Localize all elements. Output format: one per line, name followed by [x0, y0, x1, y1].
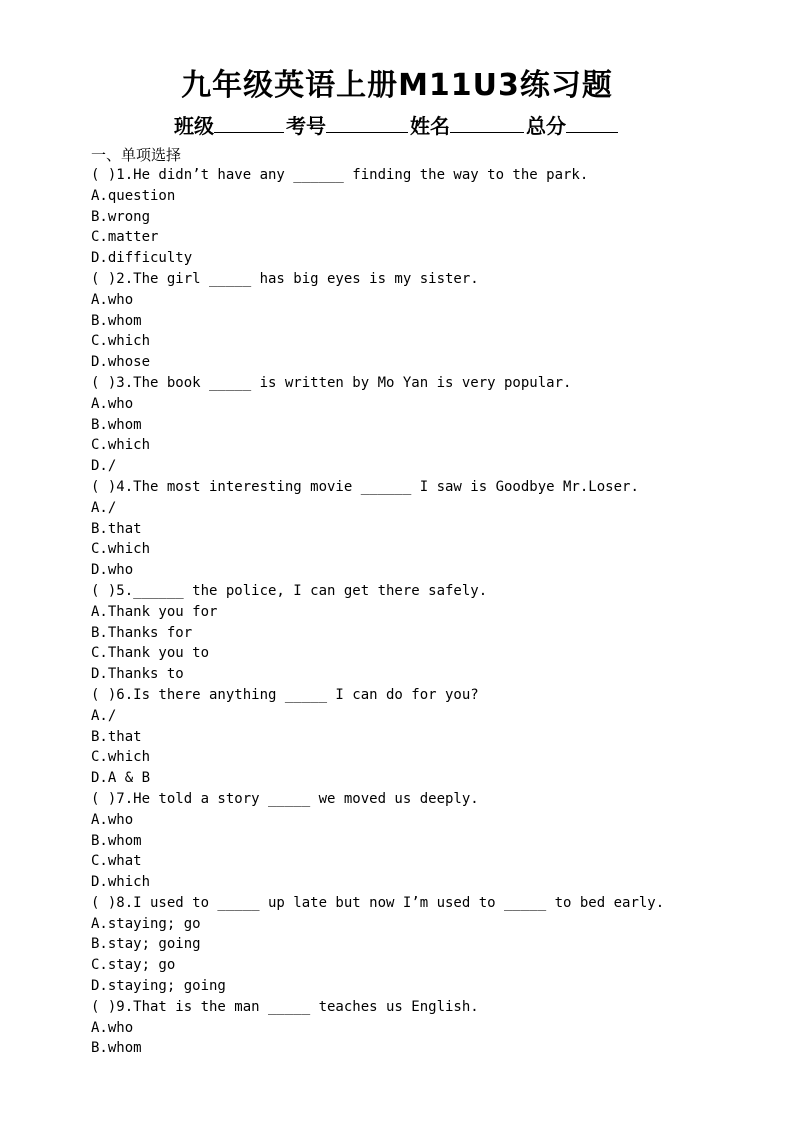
class-label: 班级 — [174, 114, 214, 138]
answer-option: B.that — [91, 728, 142, 745]
answer-option: B.that — [91, 520, 142, 537]
answer-option: C.which — [91, 541, 151, 558]
question-stem: ( )7.He told a story _____ we moved us deeply. — [91, 790, 479, 807]
answer-option: A.question — [91, 187, 176, 204]
answer-option: B.wrong — [91, 208, 151, 225]
answer-option: D.Thanks to — [91, 666, 184, 683]
answer-option: D.which — [91, 874, 151, 891]
answer-option: A.staying; go — [91, 915, 201, 932]
answer-option: A./ — [91, 499, 117, 516]
question-stem: ( )4.The most interesting movie ______ I saw is Goodbye Mr.Loser. — [91, 478, 639, 495]
answer-option: B.Thanks for — [91, 624, 193, 641]
number-blank[interactable] — [326, 114, 408, 133]
answer-option: B.whom — [91, 416, 142, 433]
answer-option: C.which — [91, 437, 151, 454]
answer-option: D.difficulty — [91, 250, 193, 267]
answer-option: D.who — [91, 562, 134, 579]
class-blank[interactable] — [214, 114, 284, 133]
answer-option: A./ — [91, 707, 117, 724]
name-blank[interactable] — [450, 114, 524, 133]
answer-option: A.Thank you for — [91, 603, 218, 620]
number-label: 考号 — [286, 114, 326, 138]
answer-option: C.Thank you to — [91, 645, 210, 662]
answer-option: B.whom — [91, 312, 142, 329]
answer-option: A.who — [91, 395, 134, 412]
answer-option: D./ — [91, 458, 117, 475]
answer-option: B.stay; going — [91, 936, 201, 953]
answer-option: C.stay; go — [91, 957, 176, 974]
answer-option: C.which — [91, 749, 151, 766]
answer-option: C.matter — [91, 229, 159, 246]
answer-option: C.what — [91, 853, 142, 870]
answer-option: A.who — [91, 1019, 134, 1036]
question-stem: ( )3.The book _____ is written by Mo Yan is very popular. — [91, 374, 572, 391]
answer-option: B.whom — [91, 1040, 142, 1057]
score-blank[interactable] — [566, 114, 618, 133]
question-stem: ( )5.______ the police, I can get there safely. — [91, 582, 488, 599]
score-label: 总分 — [526, 114, 566, 138]
answer-option: C.which — [91, 333, 151, 350]
question-stem: ( )6.Is there anything _____ I can do for you? — [91, 686, 479, 703]
page-title: 九年级英语上册M11U3练习题 — [181, 68, 613, 103]
question-stem: ( )1.He didn’t have any ______ finding the way to the park. — [91, 167, 589, 183]
question-stem: ( )8.I used to _____ up late but now I’m used to _____ to bed early. — [91, 894, 665, 911]
question-stem: ( )9.That is the man _____ teaches us English. — [91, 998, 479, 1015]
answer-option: D.A & B — [91, 770, 151, 787]
answer-option: A.who — [91, 291, 134, 308]
answer-option: A.who — [91, 811, 134, 828]
answer-option: B.whom — [91, 832, 142, 849]
answer-option: D.staying; going — [91, 978, 226, 995]
answer-option: D.whose — [91, 354, 151, 371]
question-stem: ( )2.The girl _____ has big eyes is my sister. — [91, 270, 479, 287]
question-list — [91, 165, 771, 1059]
student-info-line — [0, 110, 794, 139]
section-heading: 一、单项选择 — [91, 146, 182, 164]
name-label: 姓名 — [410, 114, 450, 138]
